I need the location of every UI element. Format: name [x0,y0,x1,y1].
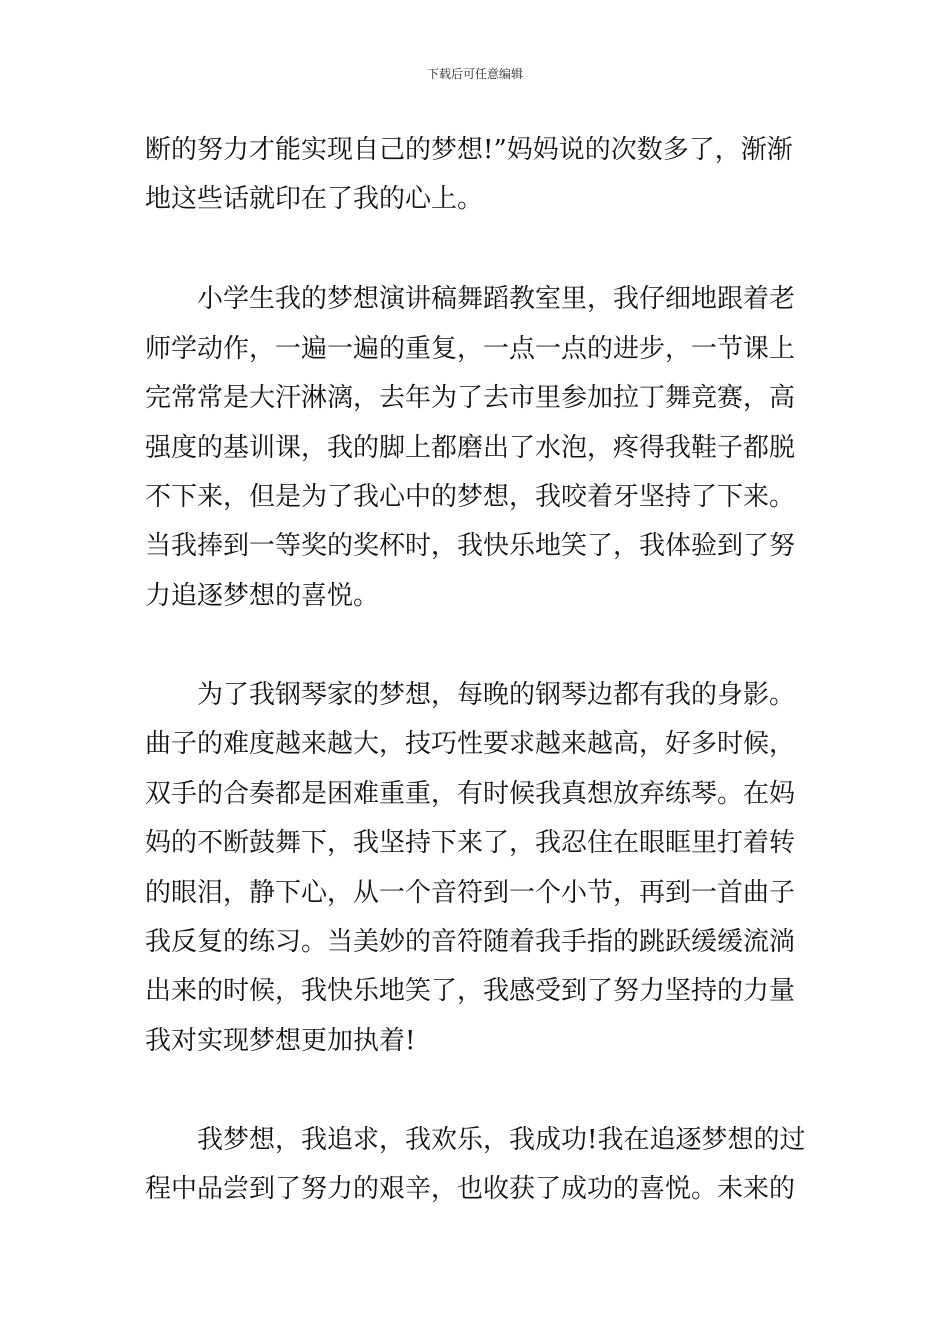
paragraph-1-line-2: 地这些话就印在了我的心上。 [145,184,484,214]
paragraph-2-line-2: 师学动作，一遍一遍的重复，一点一点的进步，一节课上 [145,334,796,364]
paragraph-3-line-8: 我对实现梦想更加执着! [145,1026,416,1056]
paragraph-3-line-2: 曲子的难度越来越大，技巧性要求越来越高，好多时候， [145,729,796,759]
paragraph-2-line-1: 小学生我的梦想演讲稿舞蹈教室里，我仔细地跟着老 [197,284,796,314]
paragraph-2-line-3: 完常常是大汗淋漓，去年为了去市里参加拉丁舞竞赛，高 [145,383,796,413]
paragraph-3-line-7: 出来的时候，我快乐地笑了，我感受到了努力坚持的力量 [145,976,796,1006]
paragraph-3-line-4: 妈的不断鼓舞下，我坚持下来了，我忍住在眼眶里打着转 [145,828,796,858]
paragraph-2-line-6: 当我捧到一等奖的奖杯时，我快乐地笑了，我体验到了努 [145,531,796,561]
paragraph-3-line-3: 双手的合奏都是困难重重，有时候我真想放弃练琴。在妈 [145,779,796,809]
paragraph-2-line-7: 力追逐梦想的喜悦。 [145,581,380,611]
paragraph-2-line-4: 强度的基训课，我的脚上都磨出了水泡，疼得我鞋子都脱 [145,433,796,463]
page-header: 下载后可任意编辑 [426,67,523,81]
paragraph-2-line-5: 不下来，但是为了我心中的梦想，我咬着牙坚持了下来。 [145,482,796,512]
paragraph-3-line-6: 我反复的练习。当美妙的音符随着我手指的跳跃缓缓流淌 [145,927,796,957]
paragraph-1-line-1: 断的努力才能实现自己的梦想!”妈妈说的次数多了，渐渐 [145,135,793,165]
paragraph-3-line-1: 为了我钢琴家的梦想，每晚的钢琴边都有我的身影。 [197,680,796,710]
paragraph-4-line-1: 我梦想，我追求，我欢乐，我成功!我在追逐梦想的过 [197,1125,806,1155]
paragraph-3-line-5: 的眼泪，静下心，从一个音符到一个小节，再到一首曲子 [145,878,796,908]
paragraph-4-line-2: 程中品尝到了努力的艰辛，也收获了成功的喜悦。未来的 [145,1174,796,1204]
